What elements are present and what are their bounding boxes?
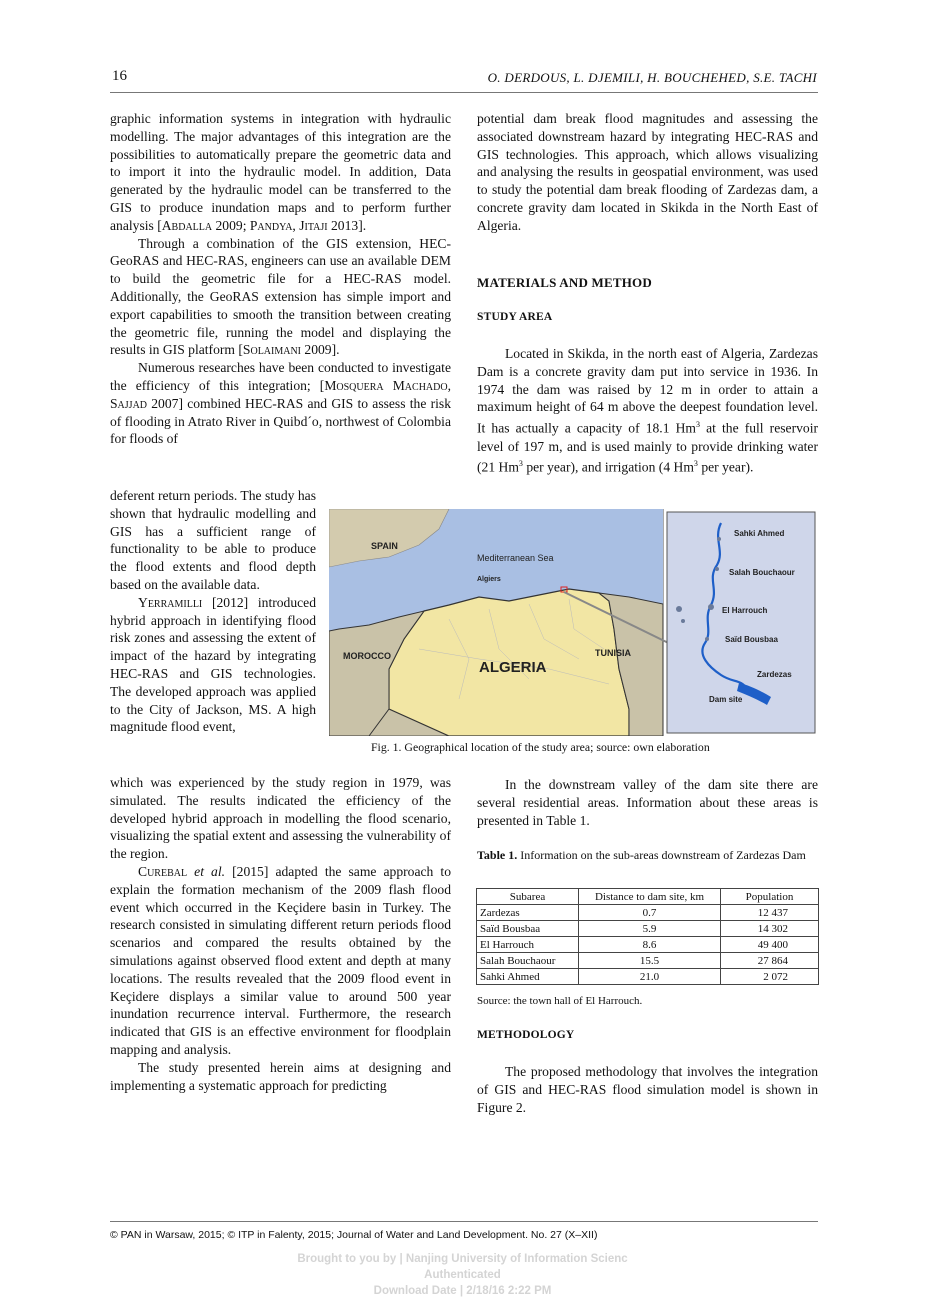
paragraph-gis-integration: graphic information systems in integration with hydraulic modelling. The major advantages of this integration are the possibilities to automatically prepare the geometric data and to import it into the hydraulic model. In addition, Data generated by the hydraulic model can be transferred to the GIS to produce inundation maps and to perform further analysis [Abdalla 2009; Pandya, Jitaji 2013].: [110, 111, 451, 233]
cell-subarea: El Harrouch: [477, 937, 579, 953]
header-subarea: Subarea: [477, 889, 579, 905]
ref-curebal: Curebal: [138, 863, 188, 879]
inset-label-sahki-ahmed: Sahki Ahmed: [734, 529, 785, 538]
paragraph-curebal: Curebal et al. [2015] adapted the same approach to explain the formation mechanism of the 2009 flash flood event which occurred in the Keçidere basin in Turkey. The research consisted in simulating different return periods flood scenarios and compared the results obtained by the simulations against observed flood extent and depth at many locations. The results revealed that the 2009 flood event in Keçidere displays a similar value to around 500 year inundation recurrence interval. Furthermore, the research indicated that GIS is an effective environment for floodplain mapping and analysis.: [110, 863, 451, 1057]
paragraph-study-aim: The study presented herein aims at designing and implementing a systematic approach for predicting: [110, 1059, 451, 1093]
cell-population: 27 864: [721, 953, 819, 969]
paragraph-researches: Numerous researches have been conducted to investigate the efficiency of this integration; [Mosquera Machado, Sajjad 2007] combined HEC-RAS and GIS to assess the risk of flooding in Atrato River in Quibd´o, northwest of Colombia for floods of: [110, 360, 451, 447]
table-header-row: [477, 889, 819, 905]
paragraph-georas: Through a combination of the GIS extension, HEC-GeoRAS and HEC-RAS, engineers can use an available DEM to build the geometric file for a HEC-RAS model. Additionally, the GeoRAS extension has simple import and export capabilities to smooth the transition between creating the geometric file, running the model and displaying the results in GIS platform [Solaimani 2009].: [110, 235, 451, 358]
table-label: Table 1.: [477, 848, 518, 862]
cell-population: 14 302: [721, 921, 819, 937]
cell-subarea: Saïd Bousbaa: [477, 921, 579, 937]
heading-methodology: METHODOLOGY: [477, 1029, 575, 1041]
table-row: [477, 921, 819, 937]
label-tunisia: TUNISIA: [595, 648, 631, 658]
cell-population: 2 072: [721, 969, 819, 985]
running-head-authors: O. DERDOUS, L. DJEMILI, H. BOUCHEHED, S.E. TACHI: [487, 70, 817, 85]
paragraph-yerramilli: Yerramilli [2012] introduced hybrid approach in identifying flood risk zones and assessing the extent of impact of the hazard by integrating HEC-RAS and GIS technologies. The developed approach was applied to the City of Jackson, MS. A high magnitude flood event,: [110, 594, 316, 735]
cell-distance: 8.6: [579, 937, 721, 953]
label-morocco: MOROCCO: [343, 651, 391, 661]
header-rule: [110, 92, 818, 93]
table-row: [477, 969, 819, 985]
header-distance: Distance to dam site, km: [579, 889, 721, 905]
right-column-top: [477, 110, 818, 235]
figure-caption: Fig. 1. Geographical location of the study area; source: own elaboration: [371, 740, 710, 754]
watermark-line-3: Download Date | 2/18/16 2:22 PM: [373, 1285, 552, 1297]
inset-label-salah-bouchaour: Salah Bouchaour: [729, 568, 795, 577]
paragraph-mosquera-cont: deferent return periods. The study has shown that hydraulic modelling and GIS has a sufficient range of functionality to be able to produce the flood extents and flood depth based on the available data.: [110, 488, 316, 592]
table-source: Source: the town hall of El Harrouch.: [477, 995, 643, 1007]
label-algeria: ALGERIA: [479, 659, 547, 676]
heading-materials-method: MATERIALS AND METHOD: [477, 275, 652, 290]
study-area-map: [329, 509, 818, 736]
ref-abdalla: Abdalla: [161, 217, 213, 233]
cell-subarea: Zardezas: [477, 905, 579, 921]
ref-yerramilli: Yerramilli: [138, 594, 203, 610]
inset-label-said-bousbaa: Saïd Bousbaa: [725, 635, 778, 644]
table-row: [477, 937, 819, 953]
paragraph-residential-areas: In the downstream valley of the dam site there are several residential areas. Information about these areas is presented in Table 1.: [477, 777, 818, 828]
header-population: Population: [721, 889, 819, 905]
page-number: 16: [112, 68, 127, 84]
ref-solaimani: Solaimani: [242, 342, 302, 358]
ref-mosquera: Mosquera Machado, Sajjad: [110, 377, 451, 411]
inset-label-el-harrouch: El Harrouch: [722, 606, 768, 615]
inset-label-dam-site: Dam site: [709, 695, 743, 704]
cell-distance: 15.5: [579, 953, 721, 969]
table-row: [477, 953, 819, 969]
cell-subarea: Sahki Ahmed: [477, 969, 579, 985]
heading-study-area: STUDY AREA: [477, 311, 553, 323]
left-column-top: [110, 110, 451, 448]
table-row: [477, 905, 819, 921]
cell-distance: 21.0: [579, 969, 721, 985]
left-column-narrow: [110, 487, 316, 736]
table-1: [476, 888, 819, 985]
inset-label-zardezas: Zardezas: [757, 670, 792, 679]
right-column-methodology: [477, 1063, 818, 1116]
paragraph-approach: potential dam break flood magnitudes and assessing the associated downstream hazard by integrating HEC-RAS and GIS technologies. This approach, which allows visualizing and analysing the results in geospatial environment, was used to study the potential dam break flooding of Zardezas dam, a concrete gravity dam located in Skikda in the North East of Algeria.: [477, 111, 818, 233]
right-column-residential: [477, 776, 818, 829]
paragraph-yerramilli-cont: which was experienced by the study region in 1979, was simulated. The results indicated the efficiency of the developed hybrid approach in modelling the flood scenario, visualizing the spatial extent and assessing the vulnerability of the region.: [110, 775, 451, 862]
ref-pandya: Pandya, Jitaji: [249, 217, 328, 233]
cell-subarea: Salah Bouchaour: [477, 953, 579, 969]
cell-population: 12 437: [721, 905, 819, 921]
cell-distance: 0.7: [579, 905, 721, 921]
footer-copyright: © PAN in Warsaw, 2015; © ITP in Falenty, 2015; Journal of Water and Land Development. No. 27 (X–XII): [110, 1229, 598, 1241]
watermark-line-1: Brought to you by | Nanjing University of Information Scienc: [297, 1253, 628, 1265]
right-column-study-area: [477, 345, 818, 477]
footer-rule: [110, 1221, 818, 1222]
subarea-table: [476, 888, 819, 985]
label-sea: Mediterranean Sea: [477, 553, 554, 563]
figure-1: [329, 509, 818, 736]
cell-distance: 5.9: [579, 921, 721, 937]
table-caption: Table 1. Information on the sub-areas downstream of Zardezas Dam: [477, 848, 806, 862]
label-algiers: Algiers: [477, 576, 501, 583]
left-column-bottom: [110, 774, 451, 1094]
label-spain: SPAIN: [371, 541, 398, 551]
cell-population: 49 400: [721, 937, 819, 953]
paragraph-methodology: The proposed methodology that involves the integration of GIS and HEC-RAS flood simulation model is shown in Figure 2.: [477, 1064, 818, 1115]
watermark-line-2: Authenticated: [424, 1269, 501, 1281]
paragraph-zardezas: Located in Skikda, in the north east of Algeria, Zardezas Dam is a concrete gravity dam put into service in 1936. In 1974 the dam was raised by 12 m in order to attain a maximum height of 64 m above the deepest foundation level. It has actually a capacity of 18.1 Hm$^3$ at the full reservoir level of 197 m, and is used mainly to provide drinking water (21 Hm$^3$ per year), and irrigation (4 Hm$^3$ per year).: [477, 346, 818, 475]
